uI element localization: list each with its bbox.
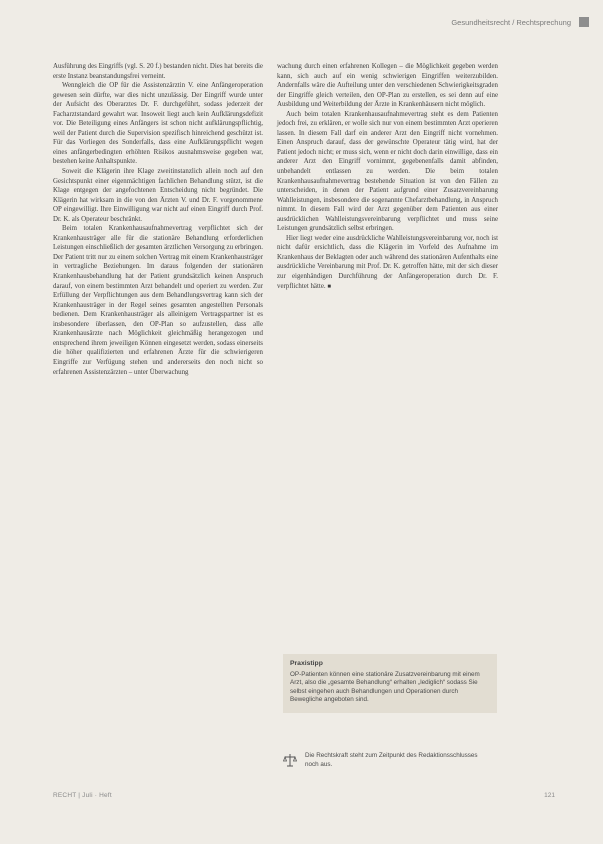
paragraph: Auch beim totalen Krankenhausaufnahmevertrag steht es dem Patienten jedoch frei, zu erklären, er wolle sich nur von einem bestimmten Arzt operieren lassen. In diesem Fall darf ein anderer Arzt den Eingriff nicht vornehmen. Einen Anspruch darauf, dass der gewünschte Operateur tätig wird, hat der Patient jedoch nicht; er muss sich, wenn er nicht doch darin einwillige, dass ein anderer Arzt den Eingriff vornimmt, gegebenenfalls damit abfinden, unbehandelt entlassen zu werden. Die beim totalen Krankenhausaufnahmevertrag bestehende Situation ist von den Fällen zu unterscheiden, in denen der Patient aufgrund einer Zusatzvereinbarung Wahlleistungen, insbesondere die sogenannte Chefarztbehandlung, in Anspruch nimmt. In diesem Fall wird der Arzt gegenüber dem Patienten aus einer ausdrücklichen Wahlleistungsvereinbarung verpflichtet und muss seine Leistungen grundsätzlich selbst erbringen. (277, 110, 498, 233)
paragraph: Ausführung des Eingriffs (vgl. S. 20 f.) bestanden nicht. Dies hat bereits die erste Instanz beanstandungsfrei verneint. (53, 63, 263, 80)
right-column (277, 62, 498, 292)
running-header (451, 14, 589, 30)
paragraph: wachung durch einen erfahrenen Kollegen – die Möglichkeit gegeben werden kann, sich auch auf ein wenig schwierigen Eingriffen weiterzubilden. Andernfalls wäre die Aufteilung unter den verschiedenen Schwierigkeitsgraden der Eingriffe gleich verteilen, den OP-Plan zu erstellen, es sei denn auf eine Ausbildung und Weiterbildung der Ärzte in Krankenhäusern nicht möglich. (277, 63, 498, 109)
left-column (53, 62, 263, 377)
paragraph-last (277, 234, 498, 292)
paragraph: Beim totalen Krankenhausaufnahmevertrag verpflichtet sich der Krankenhausträger alle für die stationäre Behandlung erforderlichen Leistungen einschließlich der gesamten ärztlichen Versorgung zu erbringen. Der Patient tritt nur zu einem solchen Vertrag mit einem Krankenhausträger in vertragliche Beziehungen. Im daraus folgenden der stationären Krankenhausbehandlung hat der Patient grundsätzlich keinen Anspruch darauf, von einem bestimmten Arzt behandelt und operiert zu werden. Zur Erfüllung der Verpflichtungen aus dem Behandlungsvertrag kann sich der Krankenhausträger in der Regel seines gesamten angestellten Personals bedienen. Dem Krankenhausträger als alleinigem Vertragspartner ist es insbesondere überlassen, den OP-Plan so aufzustellen, dass alle Krankenhausärzte nach Möglichkeit gleichmäßig herangezogen und entsprechend ihrem jeweiligen Können eingesetzt werden, sodass einerseits die höher qualifizierten und erfahrenen Ärzte für die schwierigeren Eingriffe zur Verfügung stehen und andererseits den noch nicht so erfahrenen Assistenzärzten – unter Überwachung (53, 225, 263, 376)
paragraph: Soweit die Klägerin ihre Klage zweitinstanzlich allein noch auf den Gesichtspunkt einer eigenmächtigen fachlichen Behandlung stützt, ist die Klage entgegen der angefochtenen Entscheidung nicht begründet. Die Klägerin hat wirksam in die von den Ärzten V. und Dr. F. vorgenommene OP eingewilligt. Ihre Einwilligung war nicht auf einen Eingriff durch Prof. Dr. K. als Operateur beschränkt. (53, 168, 263, 223)
paragraph-text: Hier liegt weder eine ausdrückliche Wahlleistungsvereinbarung vor, noch ist nicht dafür ersichtlich, dass die Klägerin im Vorfeld des Aufnahme im Krankenhaus der Beklagten oder auch während des stationären Aufenthalts eine ausdrückliche Vereinbarung mit Prof. Dr. K. getroffen hätte, mit der sich dieser zur eigenhändigen Durchführung der Anfängeroperation durch Dr. F. verpflichtet hätte. (277, 234, 498, 290)
footer-publication: RECHT | Juli · Heft (53, 792, 112, 799)
legal-note-text: Die Rechtskraft steht zum Zeitpunkt des Redaktionsschlusses noch aus. (305, 752, 478, 768)
page-number: 121 (544, 792, 555, 799)
header-marker-icon (579, 17, 589, 27)
header-section-title: Gesundheitsrecht / Rechtsprechung (451, 17, 571, 27)
praxistipp-text: OP-Patienten können eine stationäre Zusatzvereinbarung mit einem Arzt, also die „gesamte Behandlung“ erhalten „lediglich“ sodass Sie selbst eingehen auch Behandlungen und Operationen durch Bewegliche angeboten sind. (290, 670, 480, 704)
legal-note (283, 752, 483, 769)
praxistipp-title: Praxistipp (290, 660, 323, 667)
paragraph: Wenngleich die OP für die Assistenzärztin V. eine Anfängeroperation gewesen sein dürfte, war dies nicht unzulässig. Der Eingriff wurde unter der Aufsicht des Oberarztes Dr. F. durchgeführt, sodass jederzeit der Facharztstandard gewahrt war. Insoweit liegt auch kein Aufklärungsdefizit vor. Die Beteiligung eines Anfängers ist schon nicht aufklärungspflichtig, weil der Patient durch die Supervision spezifisch hinreichend geschützt ist. Für das Vorliegen des Sonderfalls, dass eine Aufklärungspflicht wegen eines anfängerbedingten erhöhten Risikos ausnahmsweise gegeben war, bestehen keine Anhaltspunkte. (53, 82, 263, 166)
end-mark: ■ (327, 283, 331, 290)
paragraph-scale-icon (283, 753, 297, 767)
praxistipp-box (283, 654, 497, 713)
